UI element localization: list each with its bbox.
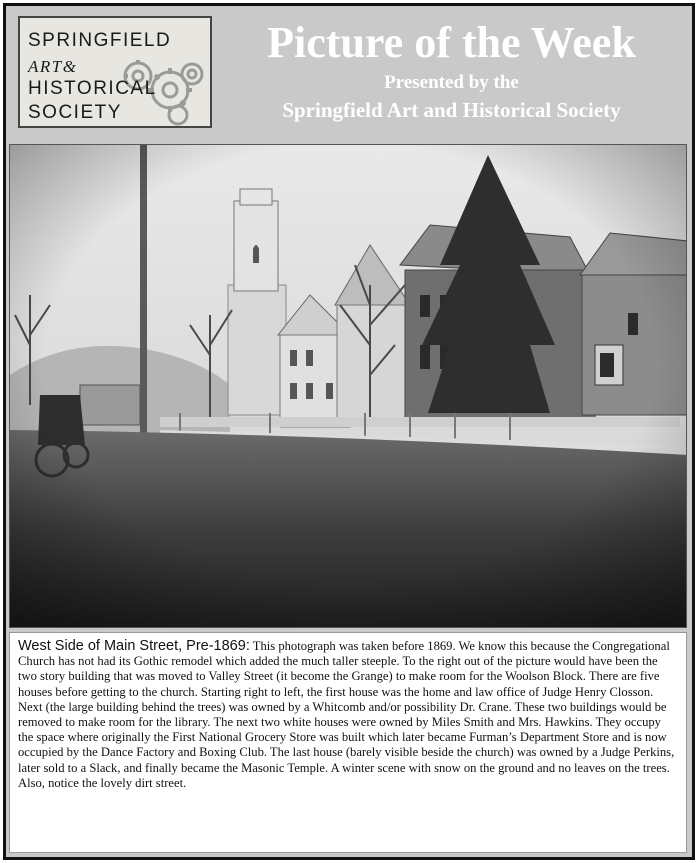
- logo-line-springfield: SPRINGFIELD: [28, 30, 172, 51]
- caption-body: This photograph was taken before 1869. We know this because the Congregational Church has not had its Gothic remodel which added the much taller steeple. To the right out of the picture would have been the two story building that was moved to Valley Street (it become the Grange) to make room for the Woolson Block. There are five houses before getting to the church. Starting right to left, the first house was the home and law office of Judge Henry Closson. Next (the large building behind the trees) was owned by a Whitcomb and/or possibility Dr. Crane. These two buildings would be removed to make room for the library. The next two white houses were owned by Miles Smith and Mrs. Hawkins. They occupy the space where originally the First National Grocery Store was built which later became Furman’s Department Store and is now occupied by the Dance Factory and Boxing Club. The last house (barely visible beside the church) was owned by a Judge Perkins, later sold to a Slack, and finally became the Masonic Temple. A winter scene with snow on the ground and no leaves on the trees. Also, notice the lovely dirt street.: [18, 639, 675, 790]
- logo-line-historical: HISTORICAL: [28, 78, 157, 99]
- header: [6, 6, 692, 141]
- historic-photo-main-street: [10, 145, 687, 628]
- subtitle-society-name: Springfield Art and Historical Society: [282, 98, 621, 122]
- page-title: Picture of the Week: [267, 18, 636, 67]
- caption-lead: West Side of Main Street, Pre-1869:: [18, 638, 250, 654]
- subtitle-presented-by: Presented by the: [384, 72, 519, 93]
- logo-art-text: ART: [28, 57, 63, 76]
- photo-caption: [9, 632, 687, 853]
- logo-ampersand: &: [62, 57, 78, 76]
- logo-line-society: SOCIETY: [28, 102, 122, 123]
- picture-of-the-week-card: [3, 3, 695, 860]
- logo-line-art: [28, 56, 77, 78]
- historic-photo: [9, 144, 687, 628]
- society-logo: [18, 16, 212, 128]
